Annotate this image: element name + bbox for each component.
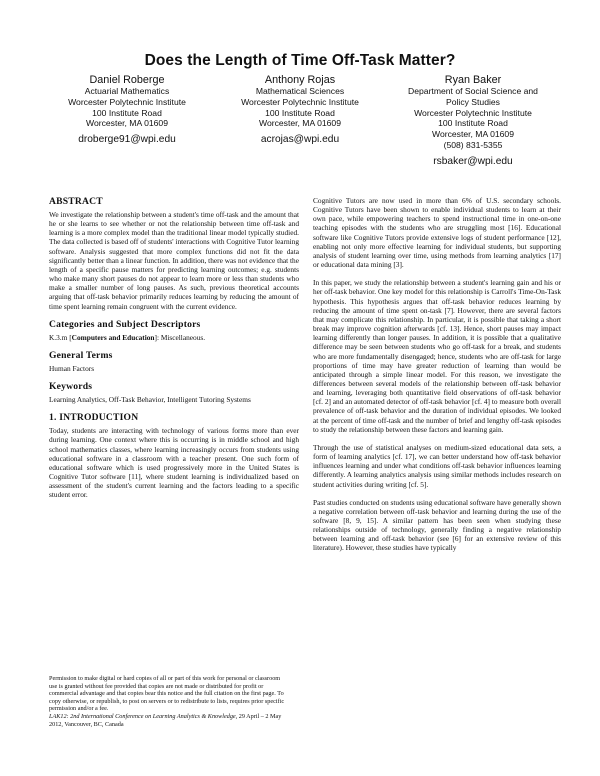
introduction-heading: 1. INTRODUCTION: [49, 412, 139, 424]
author-affiliation-line: Worcester Polytechnic Institute: [241, 96, 359, 107]
body-paragraph-4: Past studies conducted on students using educational software have generally shown a negative correlation between off-task behavior and learning during the use of the software [8, 9, 15]. A similar pattern has been seen when studying these relationships outside of technology, generally finding a negative relationship between learning and off-task behavior (see [6] for an extensive review of this literature). However, these studies have typically: [313, 497, 561, 553]
keywords-heading: Keywords: [49, 381, 93, 393]
footnote-text: Permission to make digital or hard copies of all or part of this work for personal or classroom use is granted without fee provided that copies are not made or distributed for profit or commercial advantage and that copies bear this notice and the full citation on the first page. To copy otherwise, or republish, to post on servers or to redistribute to lists, requires prior specific permission and/or a fee.: [49, 675, 285, 713]
author-affiliation-line: Worcester, MA 01609: [258, 118, 341, 129]
author-affiliation-line: Actuarial Mathematics: [84, 86, 170, 96]
author-affiliation-line: 100 Institute Road: [265, 107, 335, 118]
author-affiliation-line: Worcester, MA 01609: [85, 118, 168, 129]
author-affiliation-line: Policy Studies: [446, 96, 500, 107]
author-email: droberge91@wpi.edu: [78, 134, 176, 146]
author-affiliation-line: Worcester, MA 01609: [431, 129, 514, 140]
author-block-3: [382, 74, 564, 168]
categories-rest: ]: Miscellaneous.: [154, 332, 206, 342]
left-column: [49, 196, 299, 499]
general-terms-text: Human Factors: [49, 363, 95, 373]
categories-text: [49, 333, 299, 342]
abstract-heading: ABSTRACT: [49, 196, 103, 207]
body-paragraph-2: In this paper, we study the relationship between a student's learning gain and his or her off-task behavior. One key model for this relationship is Carroll's Time-On-Task hypothesis. This hypothesis argues that off-task behavior reduces learning by reducing the amount of time spent on-task [7]. However, there are several factors that may complicate this relationship. In particular, it is possible that taking a short break may improve cognition afterwards [cf. 13]. Hence, short pauses may impact learning differently than longer pauses. In addition, it is possible that a qualitative difference may be seen between students who go off-task for a break, and students who are more fundamentally disengaged; hence, students who are off-task for large proportions of time may have greater reduction of learning than would be anticipated through a simple linear model. For this reason, we investigate the differences between several models of the relationship between off-task behavior and learning, leveraging both quantitative field observations of off-task behavior [cf. 2] and an automated detector of off-task behavior [cf. 4] to measure both overall prevalence of off-task behavior and the duration of individual episodes. We looked at the percent of time off-task and the number of brief and lengthy off-task episodes to study the relationship between these factors and learning gain.: [313, 278, 561, 434]
author-affiliation-line: (508) 831-5355: [443, 139, 503, 150]
author-affiliation-line: Mathematical Sciences: [255, 86, 345, 96]
author-affiliation-line: Worcester Polytechnic Institute: [414, 107, 532, 118]
keywords-text: Learning Analytics, Off-Task Behavior, Intelligent Tutoring Systems: [49, 395, 251, 405]
author-affiliation-line: 100 Institute Road: [92, 107, 162, 118]
footnote-conference-dates: 29 April – 2 May 2012, Vancouver, BC, Canada: [49, 712, 282, 728]
categories-heading: Categories and Subject Descriptors: [49, 318, 201, 330]
permission-footnote: [49, 675, 289, 728]
author-affiliation-line: 100 Institute Road: [438, 118, 508, 129]
abstract-text: We investigate the relationship between a student's time off-task and the amount that he or she learns to see whether or not the relationship between time off-task and learning is a more complex model than the traditional linear model typically studied. The data collected is based off of students' interactions with Cognitive Tutor learning software. Analysis suggested that more complex functions did not fit the data significantly better than a linear function. In addition, there was not evidence that the length of a specific pause matters for predicting learning outcomes; e.g. students who make many short pauses do not appear to learn more or less than students who make a smaller number of long pauses. As such, previous theoretical accounts arguing that off-task behavior primarily reduces learning by reducing the amount of time spent learning remain congruent with the current evidence.: [49, 210, 300, 311]
body-paragraph-3: Through the use of statistical analyses on medium-sized educational data sets, a form of learning analytics [cf. 17], we can better understand how off-task behavior influences learning and under what conditions off-task behavior influences learning differently. A learning analytics analysis using similar methods includes research on student activities during writing [cf. 5].: [313, 442, 561, 489]
author-email: acrojas@wpi.edu: [260, 134, 340, 146]
author-affiliation-line: Worcester Polytechnic Institute: [68, 96, 186, 107]
footnote-conference-name: 2nd International Conference on Learning Analytics & Knowledge,: [68, 712, 238, 720]
author-affiliation-line: Department of Social Science and: [408, 86, 538, 96]
author-email: rsbaker@wpi.edu: [433, 155, 513, 167]
paper-title: Does the Length of Time Off-Task Matter?: [144, 52, 456, 69]
categories-bold: Computers and Education: [71, 332, 155, 342]
body-paragraph-1: Cognitive Tutors are now used in more than 6% of U.S. secondary schools. Cognitive Tutors have been shown to enable individual students to learn at their own pace, while empowering teachers to spend instructional time in one-on-one teaching episodes with the students who are struggling most [16]. Educational software like Cognitive Tutors provide extensive logs of student performance [12], enabling not only more effective learning for individual students, but supporting analysis of student learning over time, using methods from learning analytics [17] or educational data mining [3].: [313, 196, 561, 270]
footnote-conference-prefix: LAK12:: [49, 712, 69, 720]
author-block-2: [209, 74, 391, 146]
categories-code: K.3.m [: [49, 332, 72, 342]
general-terms-heading: General Terms: [49, 349, 113, 361]
author-block-1: [36, 74, 218, 146]
author-name: Daniel Roberge: [89, 74, 165, 86]
author-name: Anthony Rojas: [264, 74, 336, 86]
author-name: Ryan Baker: [444, 74, 502, 86]
right-column: [313, 196, 561, 553]
introduction-text: Today, students are interacting with technology of various forms more than ever during learning. One context where this is occurring is in middle school and high school mathematics classes, where learning increasingly occurs from students using educational software in a classroom with a teacher present. One such form of educational software which is used progressively more in the United States is Cognitive Tutor software [11], where student learning is individualized based on assessment of the student's current learning and the factors leading to a specific student error.: [49, 426, 299, 500]
